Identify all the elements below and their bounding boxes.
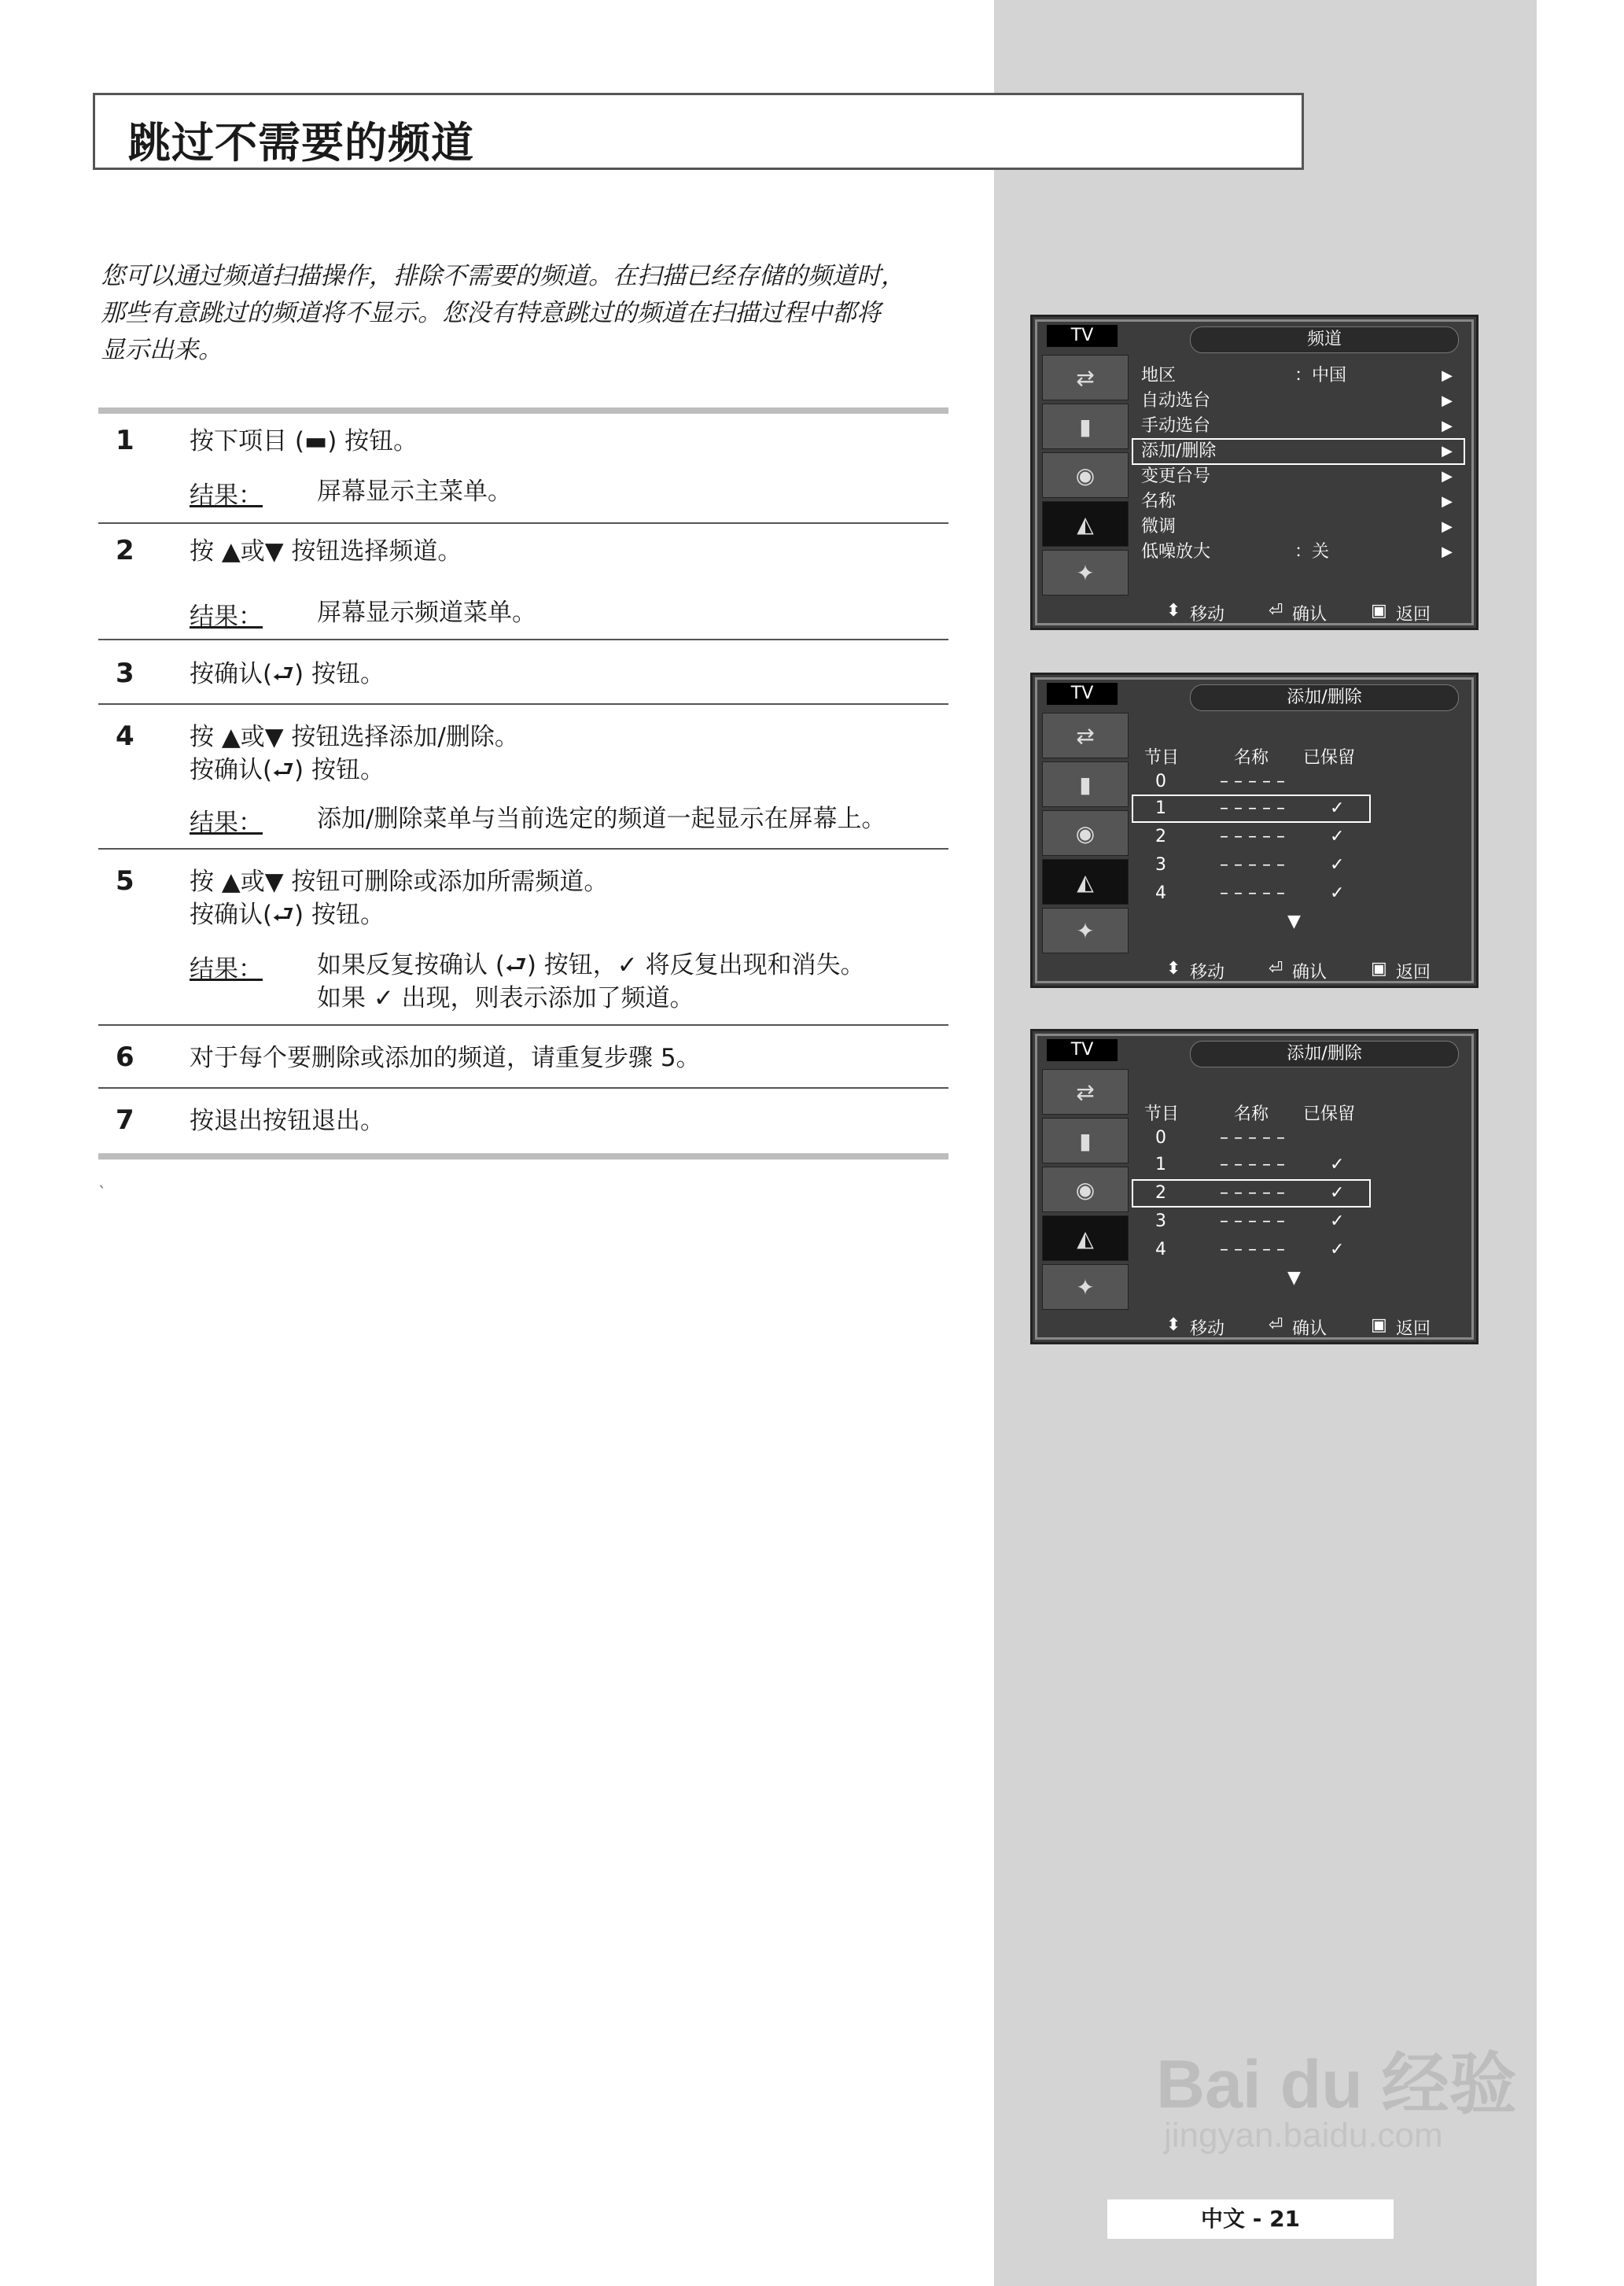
- arrow-right-icon: ▶: [1442, 418, 1453, 434]
- menu-footer: [1033, 953, 1476, 986]
- row-name: – – – – –: [1220, 883, 1285, 903]
- footer-move: 移动: [1190, 605, 1225, 625]
- step-instruction: 按确认(⮐) 按钮。: [190, 756, 385, 784]
- step-number: 1: [116, 425, 134, 456]
- footer-move: 移动: [1190, 963, 1225, 983]
- step-divider: [98, 703, 948, 705]
- stray-mark: `: [98, 1183, 106, 1202]
- footer-back: 返回: [1396, 963, 1431, 983]
- list-row: [1133, 1209, 1369, 1234]
- picture-icon: ▮: [1042, 761, 1129, 807]
- header-prog: 节目: [1144, 748, 1180, 768]
- arrow-down-icon: ▼: [1287, 1268, 1301, 1288]
- setup-icon: ✦: [1042, 908, 1129, 953]
- menu-row: [1133, 364, 1464, 388]
- step-instruction: 按下项目 (▬) 按钮。: [190, 427, 418, 455]
- intro-line: 您可以通过频道扫描操作，排除不需要的频道。在扫描已经存储的频道时，: [101, 262, 905, 290]
- list-row: [1133, 1237, 1369, 1263]
- menu-row-label: 名称: [1141, 492, 1177, 511]
- menu-icon: ▣: [1371, 1315, 1387, 1335]
- menu-title: 添加/删除: [1190, 1041, 1459, 1067]
- check-icon: ✓: [1330, 798, 1345, 818]
- result-text: 如果反复按确认 (⮐) 按钮，✓ 将反复出现和消失。: [317, 951, 865, 979]
- step-number: 3: [116, 658, 134, 689]
- menu-title: 添加/删除: [1190, 684, 1459, 711]
- header-saved: 已保留: [1303, 748, 1356, 768]
- menu-row-label: 微调: [1141, 517, 1177, 536]
- steps-bottom-rule: [98, 1153, 948, 1160]
- result-label: 结果：: [190, 603, 263, 631]
- footer-confirm: 确认: [1292, 605, 1328, 625]
- check-icon: ✓: [1330, 855, 1345, 875]
- footer-confirm: 确认: [1292, 1319, 1328, 1339]
- list-panel: [1133, 1069, 1464, 1309]
- step-number: 2: [116, 535, 134, 566]
- enter-icon: ⏎: [1269, 601, 1283, 621]
- channel-icon: ◭: [1042, 501, 1129, 547]
- step-instruction: 对于每个要删除或添加的频道，请重复步骤 5。: [190, 1044, 701, 1072]
- menu-footer: [1033, 595, 1476, 628]
- step-number: 7: [116, 1104, 134, 1136]
- menu-row-selected: [1133, 440, 1464, 463]
- menu-row: [1133, 465, 1464, 489]
- menu-title: 频道: [1190, 326, 1459, 353]
- arrow-right-icon: ▶: [1442, 443, 1453, 459]
- check-icon: ✓: [1330, 1155, 1345, 1174]
- list-row-selected: [1133, 1181, 1369, 1206]
- check-icon: ✓: [1330, 1211, 1345, 1231]
- menu-panel: [1133, 355, 1464, 595]
- arrow-down-icon: ▼: [1287, 912, 1301, 931]
- watermark-logo: Bai du 经验: [1156, 2047, 1517, 2122]
- header-name: 名称: [1234, 1104, 1269, 1124]
- intro-line: 显示出来。: [101, 336, 223, 364]
- check-icon: ✓: [1330, 827, 1345, 846]
- row-prog: 1: [1155, 798, 1166, 818]
- row-name: – – – – –: [1220, 1240, 1285, 1259]
- menu-icon: ▣: [1371, 959, 1387, 979]
- steps-top-rule: [98, 407, 948, 414]
- tv-label: TV: [1047, 683, 1118, 705]
- menu-row: [1133, 515, 1464, 539]
- watermark-url: jingyan.baidu.com: [1164, 2116, 1443, 2155]
- intro-line: 那些有意跳过的频道将不显示。您没有特意跳过的频道在扫描过程中都将: [101, 299, 881, 327]
- tv-label: TV: [1047, 325, 1118, 347]
- check-icon: ✓: [1330, 1183, 1345, 1203]
- picture-icon: ▮: [1042, 404, 1129, 449]
- result-text: 屏幕显示频道菜单。: [317, 599, 536, 627]
- arrow-right-icon: ▶: [1442, 518, 1453, 535]
- row-prog: 4: [1155, 883, 1166, 903]
- list-row: [1133, 769, 1369, 795]
- step-divider: [98, 639, 948, 640]
- menu-row-label: 变更台号: [1141, 466, 1211, 486]
- menu-row: [1133, 540, 1464, 564]
- step-number: 5: [116, 865, 134, 897]
- channel-icon: ◭: [1042, 859, 1129, 905]
- menu-row-value: ：关: [1294, 542, 1330, 562]
- footer-back: 返回: [1396, 605, 1431, 625]
- result-label: 结果：: [190, 955, 263, 983]
- menu-icon-column: [1042, 1069, 1129, 1305]
- enter-icon: ⏎: [1269, 959, 1283, 979]
- setup-icon: ✦: [1042, 1264, 1129, 1310]
- menu-row-label: 低噪放大: [1141, 542, 1211, 562]
- list-panel: [1133, 713, 1464, 953]
- arrow-right-icon: ▶: [1442, 468, 1453, 485]
- more-indicator: [1133, 1266, 1369, 1291]
- input-icon: ⇄: [1042, 1069, 1129, 1115]
- menu-row-label: 手动选台: [1141, 416, 1211, 436]
- result-label: 结果：: [190, 809, 263, 837]
- arrow-right-icon: ▶: [1442, 367, 1453, 384]
- check-icon: ✓: [1330, 1240, 1345, 1259]
- list-row: [1133, 824, 1369, 850]
- menu-icon-column: [1042, 355, 1129, 591]
- list-row: [1133, 1126, 1369, 1151]
- sound-icon: ◉: [1042, 810, 1129, 856]
- row-prog: 3: [1155, 855, 1166, 875]
- footer-back: 返回: [1396, 1319, 1431, 1339]
- title-box: [93, 93, 1304, 170]
- row-prog: 1: [1155, 1155, 1166, 1174]
- footer-confirm: 确认: [1292, 963, 1328, 983]
- step-instruction: 按确认(⮐) 按钮。: [190, 901, 385, 929]
- step-divider: [98, 1087, 948, 1089]
- tv-screen-add-delete-2: [1030, 1029, 1479, 1344]
- row-name: – – – – –: [1220, 1183, 1285, 1203]
- menu-row-value: ：中国: [1294, 366, 1347, 385]
- step-instruction: 按 ▲或▼ 按钮选择频道。: [190, 537, 462, 566]
- list-row-selected: [1133, 796, 1369, 821]
- page-title: 跳过不需要的频道: [128, 118, 474, 168]
- tv-screen-add-delete-1: [1030, 673, 1479, 988]
- arrow-right-icon: ▶: [1442, 544, 1453, 560]
- row-prog: 0: [1155, 772, 1166, 791]
- menu-icon-column: [1042, 713, 1129, 949]
- move-icon: ⬍: [1166, 1315, 1181, 1335]
- menu-row-label: 地区: [1141, 366, 1177, 385]
- row-name: – – – – –: [1220, 798, 1285, 818]
- enter-icon: ⏎: [1269, 1315, 1283, 1335]
- menu-row-label: 自动选台: [1141, 391, 1211, 411]
- row-prog: 3: [1155, 1211, 1166, 1231]
- arrow-right-icon: ▶: [1442, 493, 1453, 510]
- row-name: – – – – –: [1220, 1128, 1285, 1148]
- step-instruction: 按退出按钮退出。: [190, 1107, 385, 1135]
- picture-icon: ▮: [1042, 1118, 1129, 1163]
- move-icon: ⬍: [1166, 959, 1181, 979]
- row-name: – – – – –: [1220, 1155, 1285, 1174]
- result-label: 结果：: [190, 481, 263, 510]
- list-row: [1133, 1152, 1369, 1178]
- step-instruction: 按 ▲或▼ 按钮选择添加/删除。: [190, 723, 519, 751]
- sound-icon: ◉: [1042, 452, 1129, 498]
- row-prog: 2: [1155, 827, 1166, 846]
- input-icon: ⇄: [1042, 713, 1129, 758]
- input-icon: ⇄: [1042, 355, 1129, 400]
- row-name: – – – – –: [1220, 855, 1285, 875]
- channel-icon: ◭: [1042, 1215, 1129, 1261]
- intro-text: [101, 258, 958, 369]
- tv-screen-channel-menu: [1030, 315, 1479, 630]
- header-prog: 节目: [1144, 1104, 1180, 1124]
- row-prog: 0: [1155, 1128, 1166, 1148]
- result-text: 添加/删除菜单与当前选定的频道一起显示在屏幕上。: [317, 805, 886, 833]
- menu-footer: [1033, 1309, 1476, 1342]
- step-instruction: 按 ▲或▼ 按钮可删除或添加所需频道。: [190, 868, 609, 896]
- move-icon: ⬍: [1166, 601, 1181, 621]
- result-text: 屏幕显示主菜单。: [317, 477, 512, 506]
- result-text: 如果 ✓ 出现，则表示添加了频道。: [317, 984, 694, 1012]
- header-saved: 已保留: [1303, 1104, 1356, 1124]
- header-name: 名称: [1234, 748, 1269, 768]
- sound-icon: ◉: [1042, 1167, 1129, 1212]
- row-name: – – – – –: [1220, 827, 1285, 846]
- step-divider: [98, 522, 948, 524]
- menu-icon: ▣: [1371, 601, 1387, 621]
- row-name: – – – – –: [1220, 772, 1285, 791]
- menu-row: [1133, 415, 1464, 438]
- row-prog: 4: [1155, 1240, 1166, 1259]
- footer-move: 移动: [1190, 1319, 1225, 1339]
- step-instruction: 按确认(⮐) 按钮。: [190, 660, 385, 688]
- menu-row-label: 添加/删除: [1141, 441, 1217, 461]
- step-number: 6: [116, 1042, 134, 1073]
- step-number: 4: [116, 721, 134, 752]
- row-prog: 2: [1155, 1183, 1166, 1203]
- menu-row: [1133, 389, 1464, 413]
- arrow-right-icon: ▶: [1442, 393, 1453, 409]
- setup-icon: ✦: [1042, 550, 1129, 595]
- menu-row: [1133, 490, 1464, 514]
- more-indicator: [1133, 909, 1369, 935]
- list-row: [1133, 881, 1369, 906]
- check-icon: ✓: [1330, 883, 1345, 903]
- step-divider: [98, 1024, 948, 1026]
- step-divider: [98, 848, 948, 850]
- page-number: 中文 - 21: [1107, 2199, 1394, 2239]
- tv-label: TV: [1047, 1039, 1118, 1061]
- row-name: – – – – –: [1220, 1211, 1285, 1231]
- list-row: [1133, 853, 1369, 878]
